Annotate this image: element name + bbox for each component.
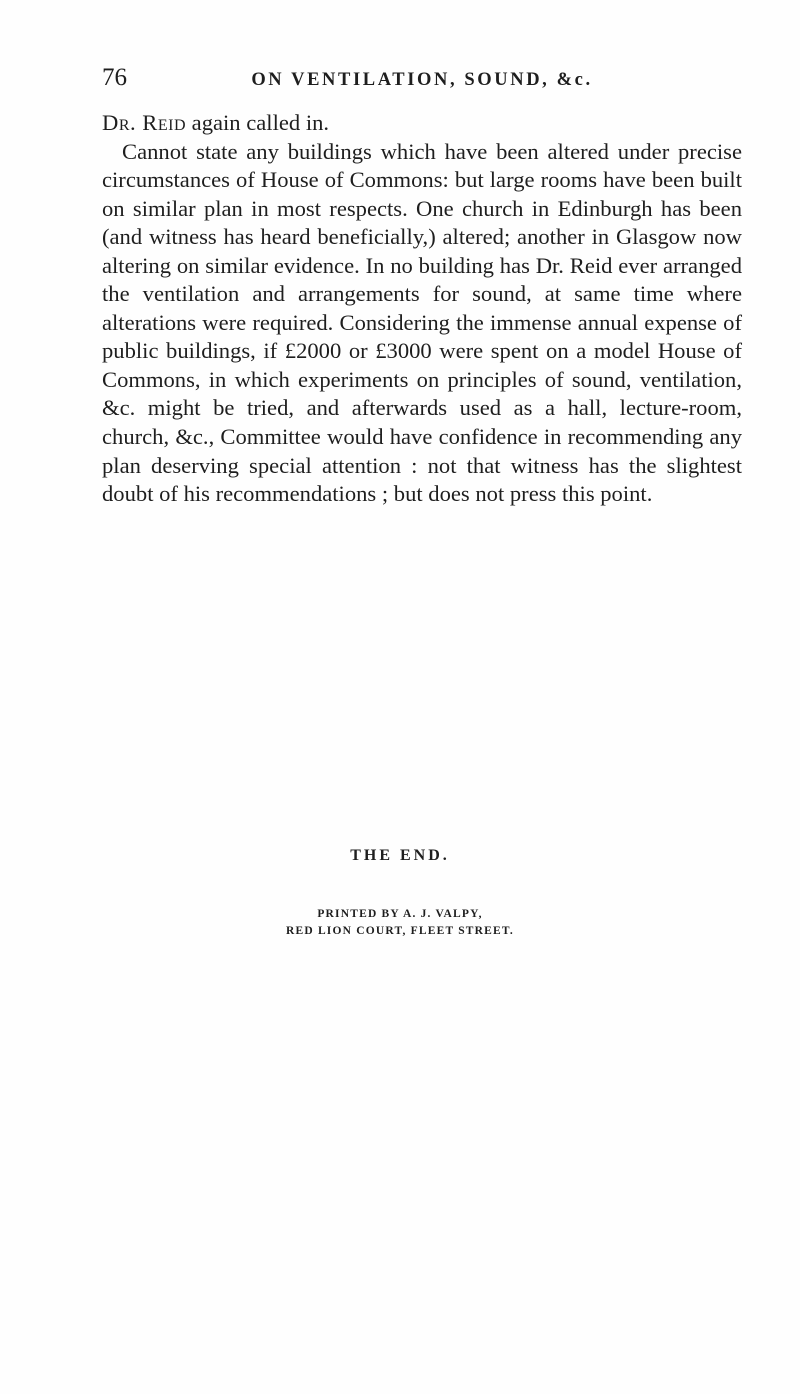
page-number: 76 — [102, 64, 127, 91]
imprint-line-address: RED LION COURT, FLEET STREET. — [285, 925, 515, 937]
printer-imprint — [0, 906, 800, 940]
speaker-action: again called in. — [186, 110, 330, 135]
speaker-line — [102, 109, 742, 138]
body-text — [102, 109, 742, 509]
page-header — [102, 63, 742, 99]
testimony-paragraph: Cannot state any buildings which have been altered under precise circumstances of House of Commons: but large rooms have been built on similar plan in most respects. One church in Edinburgh has been (and witness has heard beneficially,) altered; another in Glasgow now altering on similar evidence. In no building has Dr. Reid ever arranged the ventilation and arrangements for sound, at same time where alterations were required. Considering the immense annual expense of public buildings, if £2000 or £3000 were spent on a model House of Commons, in which experiments on principles of sound, ventilation, &c. might be tried, and afterwards used as a hall, lecture-room, church, &c., Committee would have confidence in recommending any plan deserving special attention : not that witness has the slightest doubt of his recommendations ; but does not press this point. — [102, 138, 742, 507]
the-end-heading: THE END. — [350, 847, 450, 864]
running-title: ON VENTILATION, SOUND, &c. — [251, 70, 593, 90]
speaker-name: Dr. Reid — [102, 110, 187, 135]
imprint-line-printer: PRINTED BY A. J. VALPY, — [317, 908, 483, 920]
